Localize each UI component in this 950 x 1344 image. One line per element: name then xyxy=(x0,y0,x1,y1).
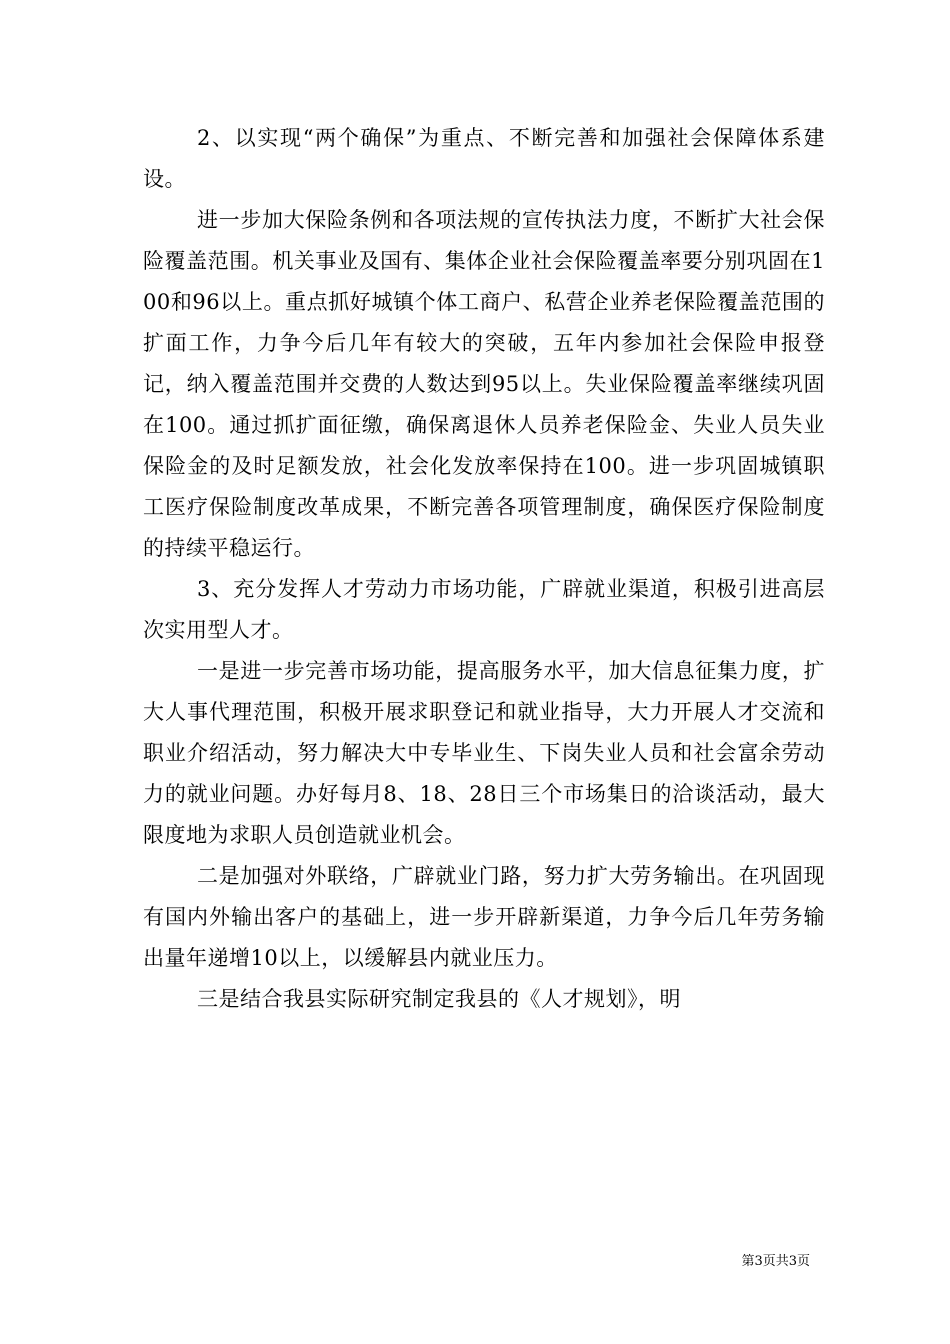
paragraph-social-security-heading: 2、以实现“两个确保”为重点、不断完善和加强社会保障体系建设。 xyxy=(143,126,825,191)
paragraph-labor-market-heading: 3、充分发挥人才劳动力市场功能，广辟就业渠道，积极引进高层次实用型人才。 xyxy=(143,577,825,642)
paragraph-market-function: 一是进一步完善市场功能，提高服务水平，加大信息征集力度，扩大人事代理范围，积极开展求职登记和就业指导，大力开展人才交流和职业介绍活动，努力解决大中专毕业生、下岗失业人员和社会富余劳动力的就业问题。办好每月8、18、28日三个市场集日的洽谈活动，最大限度地为求职人员创造就业机会。 xyxy=(143,659,825,847)
paragraph-insurance-coverage: 进一步加大保险条例和各项法规的宣传执法力度，不断扩大社会保险覆盖范围。机关事业及国有、集体企业社会保险覆盖率要分别巩固在100和96以上。重点抓好城镇个体工商户、私营企业养老保险覆盖范围的扩面工作，力争今后几年有较大的突破，五年内参加社会保险申报登记，纳入覆盖范围并交费的人数达到95以上。失业保险覆盖率继续巩固在100。通过抓扩面征缴，确保离退休人员养老保险金、失业人员失业保险金的及时足额发放，社会化发放率保持在100。进一步巩固城镇职工医疗保险制度改革成果，不断完善各项管理制度，确保医疗保险制度的持续平稳运行。 xyxy=(143,208,825,560)
document-body xyxy=(143,118,825,1020)
paragraph-labor-export: 二是加强对外联络，广辟就业门路，努力扩大劳务输出。在巩固现有国内外输出客户的基础上，进一步开辟新渠道，力争今后几年劳务输出量年递增10以上，以缓解县内就业压力。 xyxy=(143,864,825,970)
page-number-footer: 第3页共3页 xyxy=(741,1254,810,1269)
paragraph-talent-plan: 三是结合我县实际研究制定我县的《人才规划》，明 xyxy=(197,987,681,1011)
